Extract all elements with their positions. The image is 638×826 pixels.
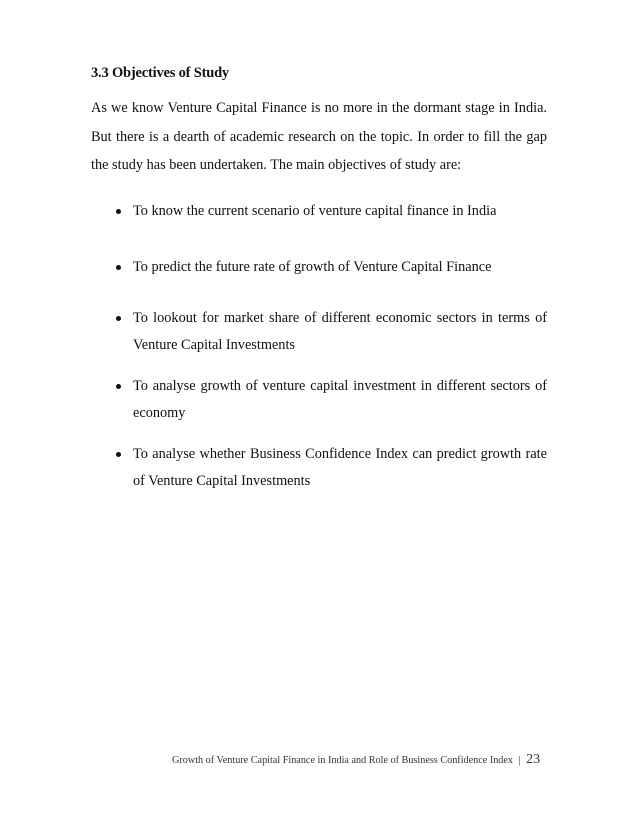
footer-separator: | [518,755,521,766]
bullet-icon [116,384,121,389]
page-footer [172,752,540,768]
section-heading: 3.3 Objectives of Study [91,65,229,81]
list-item-text: To know the current scenario of venture capital finance in India [133,203,497,219]
list-item-text: To lookout for market share of different economic sectors in terms of Venture Capital Investments [133,310,547,353]
list-item [133,198,547,225]
list-item [133,373,547,427]
bullet-icon [116,265,121,270]
intro-paragraph: As we know Venture Capital Finance is no more in the dormant stage in India. But there is a dearth of academic research on the topic. In order to fill the gap the study has been undertaken. The main objectives of study are: [91,100,547,173]
bullet-icon [116,452,121,457]
list-item-text: To predict the future rate of growth of Venture Capital Finance [133,259,492,275]
list-item [133,305,547,359]
list-item [133,254,547,281]
bullet-icon [116,209,121,214]
running-title: Growth of Venture Capital Finance in India and Role of Business Confidence Index [172,755,514,766]
page-number: 23 [526,752,541,767]
list-item-text: To analyse growth of venture capital investment in different sectors of economy [133,378,547,421]
list-item-text: To analyse whether Business Confidence Index can predict growth rate of Venture Capital Investments [133,446,547,489]
bullet-icon [116,316,121,321]
list-item [133,441,547,495]
